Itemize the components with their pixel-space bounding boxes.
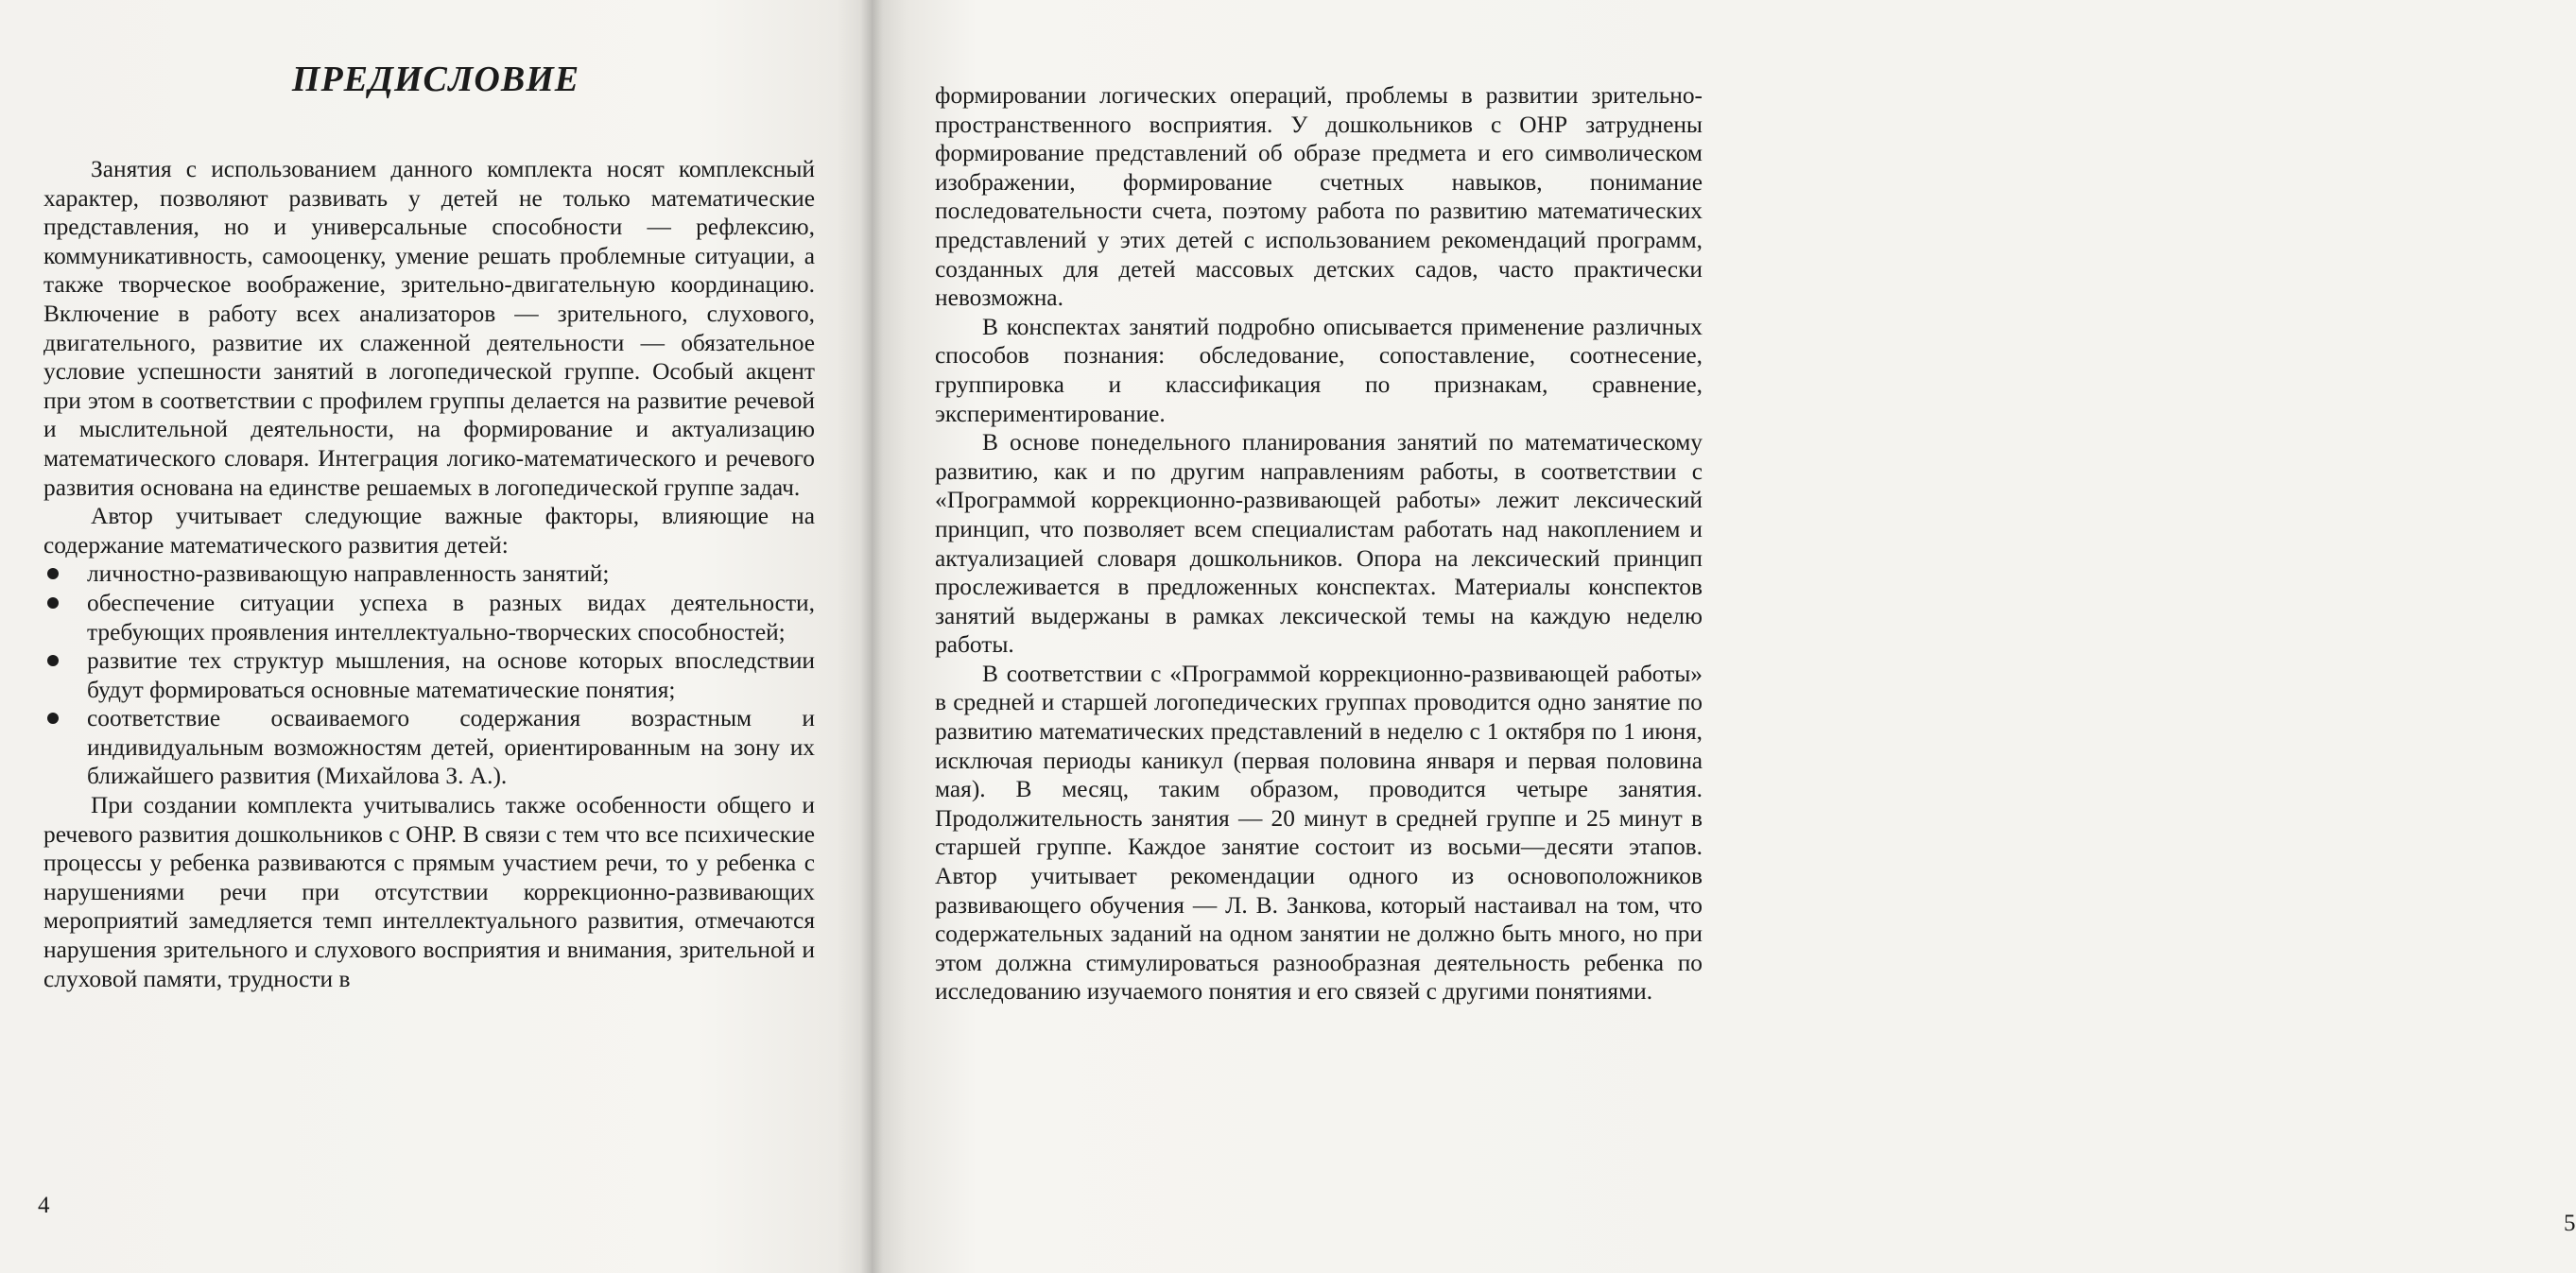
- page-number: 4: [38, 1193, 50, 1218]
- paragraph: При создании комплекта учитывались также особенности общего и речевого развития дошкольников с ОНР. В связи с тем что все психические процессы у ребенка развиваются с прямым участием речи, то у ребенка с нарушениями речи при отсутствии коррекционно-развивающих мероприятий замедляется темп интеллектуального развития, отмечаются нарушения зрительного и слухового восприятия и внимания, зрительной и слуховой памяти, трудности в: [43, 792, 815, 992]
- paragraph: Занятия с использованием данного комплекта носят комплексный характер, позволяют развивать у детей не только математические представления, но и универсальные способности — рефлексию, коммуникативность, самооценку, умение решать проблемные ситуации, а также творческое воображение, зрительно-двигательную координацию. Включение в работу всех анализаторов — зрительного, слухового, двигательного, развитие их слаженной деятельности — обязательное условие успешности занятий в логопедической группе. Особый акцент при этом в соответствии с профилем группы делается на развитие речевой и мыслительной деятельности, на формирование и актуализацию математического словаря. Интеграция логико-математического и речевого развития основана на единстве решаемых в логопедической группе задач.: [43, 156, 815, 501]
- bullet-item: [43, 589, 815, 646]
- left-text-column: [43, 155, 815, 993]
- bullet-text: личностно-развивающую направленность занятий;: [87, 560, 610, 588]
- page-number: 5: [2564, 1211, 2576, 1236]
- page-heading: ПРЕДИСЛОВИЕ: [291, 60, 580, 99]
- bullet-text: обеспечение ситуации успеха в разных видах деятельности, требующих проявления интеллектуально-творческих способностей;: [87, 589, 815, 645]
- bullet-icon: [47, 568, 59, 579]
- bullet-list: [43, 559, 815, 791]
- left-page: [0, 0, 872, 1273]
- paragraph: В соответствии с «Программой коррекционно-развивающей работы» в средней и старшей логопедических группах проводится одно занятие по развитию математических представлений в неделю с 1 октября по 1 июня, исключая периоды каникул (первая половина января и первая половина мая). В месяц, таким образом, проводится четыре занятия. Продолжительность занятия — 20 минут в средней группе и 25 минут в старшей группе. Каждое занятие состоит из восьми—десяти этапов. Автор учитывает рекомендации одного из основоположников развивающего обучения — Л. В. Занкова, который настаивал на том, что содержательных заданий на одном занятии не должно быть много, но при этом должна стимулироваться разнообразная деятельность ребенка по исследованию изучаемого понятия и его связей с другими понятиями.: [935, 660, 1703, 1006]
- bullet-icon: [47, 655, 59, 666]
- bullet-text: развитие тех структур мышления, на основе которых впоследствии будут формироваться основные математические понятия;: [87, 647, 815, 703]
- book-gutter: [860, 0, 883, 1273]
- right-text-column: [935, 81, 1703, 1006]
- paragraph: В конспектах занятий подробно описывается применение различных способов познания: обследование, сопоставление, соотнесение, группировка и классификация по признакам, сравнение, экспериментирование.: [935, 313, 1703, 427]
- paragraph: Автор учитывает следующие важные факторы, влияющие на содержание математического развития детей:: [43, 503, 815, 559]
- bullet-icon: [47, 597, 59, 609]
- paragraph-continuation: формировании логических операций, проблемы в развитии зрительно-пространственного восприятия. У дошкольников с ОНР затруднены формирование представлений об образе предмета и его символическом изображении, формирование счетных навыков, понимание последовательности счета, поэтому работа по развитию математических представлений у этих детей с использованием рекомендаций программ, созданных для детей массовых детских садов, часто практически невозможна.: [935, 82, 1703, 312]
- bullet-item: [43, 559, 815, 589]
- bullet-item: [43, 704, 815, 791]
- bullet-item: [43, 646, 815, 704]
- paragraph: В основе понедельного планирования занятий по математическому развитию, как и по другим направлениям работы, в соответствии с «Программой коррекционно-развивающей работы» лежит лексический принцип, что позволяет всем специалистам работать над накоплением и актуализацией словаря дошкольников. Опора на лексический принцип прослеживается в предложенных конспектах. Материалы конспектов занятий выдержаны в рамках лексической темы на каждую неделю работы.: [935, 429, 1703, 659]
- bullet-text: соответствие осваиваемого содержания возрастным и индивидуальным возможностям детей, ориентированным на зону их ближайшего развития (Михайлова З. А.).: [87, 705, 815, 790]
- bullet-icon: [47, 713, 59, 724]
